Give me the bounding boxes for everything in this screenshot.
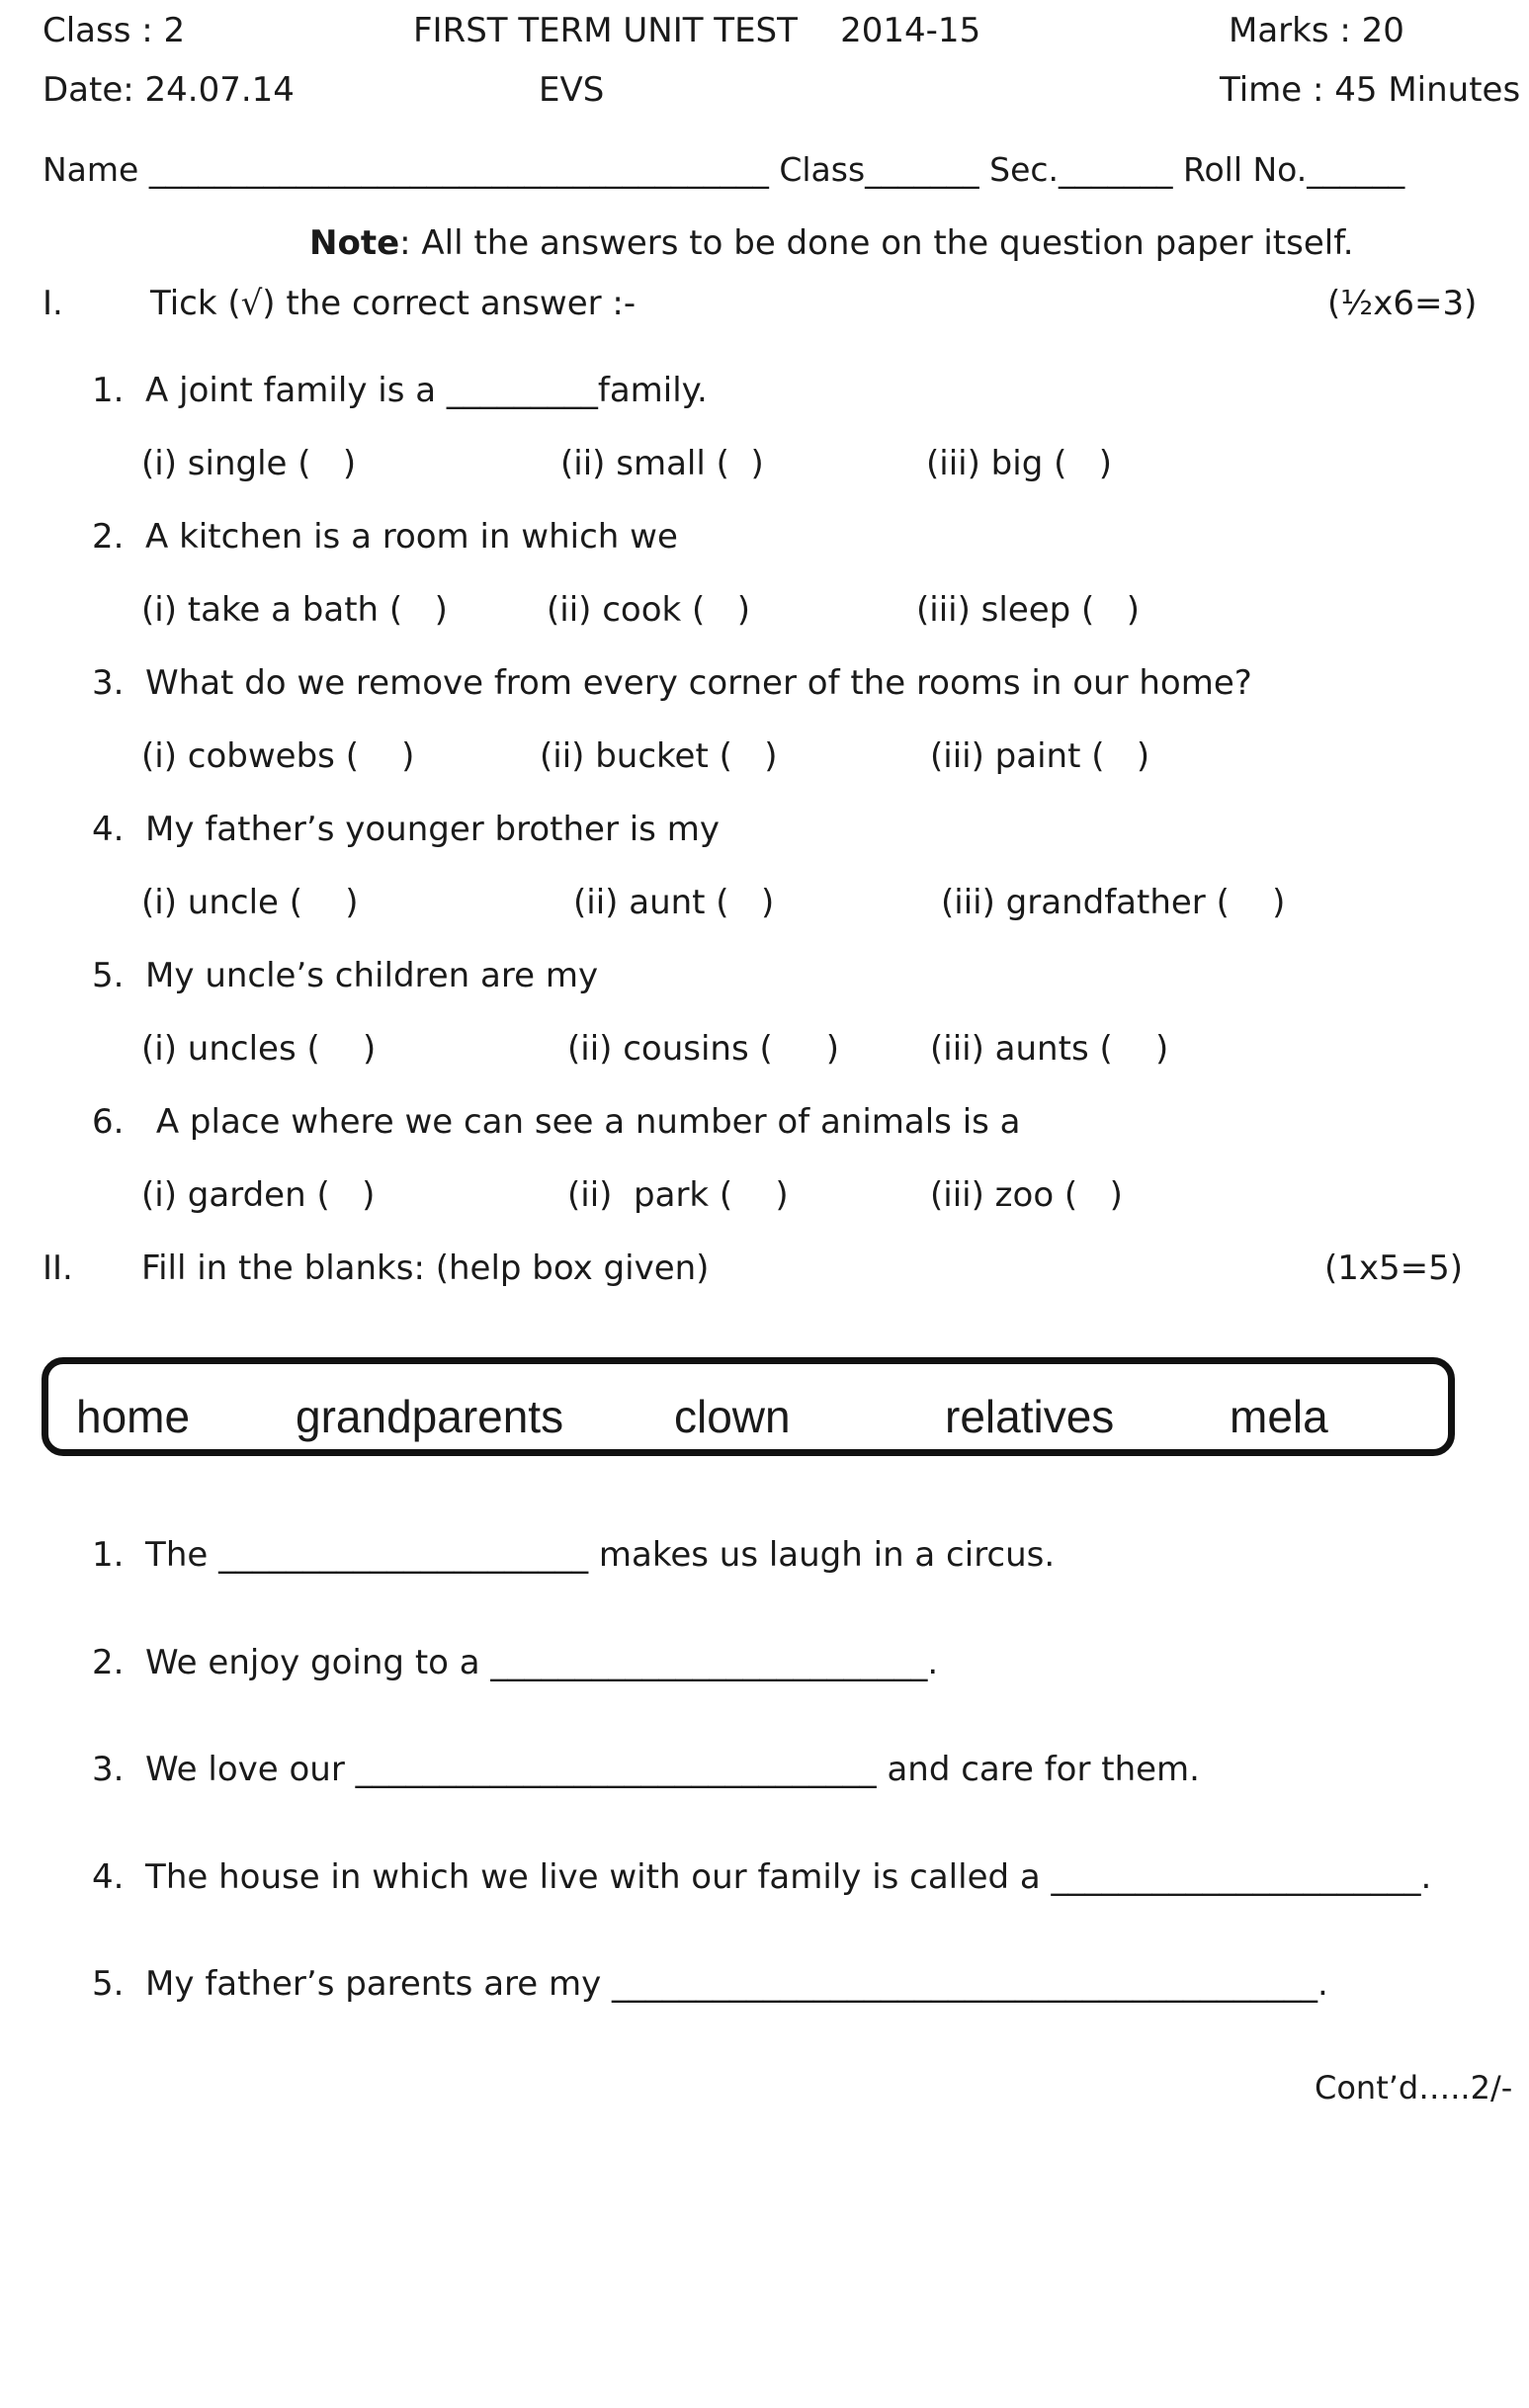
- q6-option-1[interactable]: (i) garden ( ): [141, 1175, 376, 1215]
- blank-question-4[interactable]: 4. The house in which we live with our family is called a ______________________.: [92, 1857, 1432, 1897]
- q6-option-3[interactable]: (iii) zoo ( ): [930, 1175, 1123, 1215]
- blank-question-1[interactable]: 1. The ______________________ makes us laugh in a circus.: [92, 1535, 1056, 1575]
- section1-number: I.: [42, 284, 63, 323]
- note-text: : All the answers to be done on the question paper itself.: [399, 223, 1354, 263]
- question-2: 2. A kitchen is a room in which we: [92, 517, 678, 557]
- q1-option-1[interactable]: (i) single ( ): [141, 444, 357, 483]
- question-4: 4. My father’s younger brother is my: [92, 810, 720, 849]
- note-label: Note: [309, 223, 400, 263]
- blank-question-5[interactable]: 5. My father’s parents are my __________________________________________.: [92, 1964, 1328, 2004]
- help-box: [42, 1357, 1455, 1456]
- q1-option-2[interactable]: (ii) small ( ): [560, 444, 764, 483]
- q2-option-3[interactable]: (iii) sleep ( ): [916, 590, 1141, 630]
- section1-marks: (½x6=3): [1327, 284, 1478, 323]
- q5-option-2[interactable]: (ii) cousins ( ): [567, 1029, 840, 1069]
- help-word-clown: clown: [674, 1391, 791, 1442]
- blank-question-2[interactable]: 2. We enjoy going to a __________________________.: [92, 1643, 939, 1682]
- date-label: Date: 24.07.14: [42, 70, 295, 110]
- section2-number: II.: [42, 1248, 73, 1288]
- subject-label: EVS: [539, 70, 605, 110]
- test-title: FIRST TERM UNIT TEST 2014-15: [413, 11, 981, 50]
- question-5: 5. My uncle’s children are my: [92, 956, 599, 995]
- q2-option-1[interactable]: (i) take a bath ( ): [141, 590, 448, 630]
- help-word-grandparents: grandparents: [296, 1391, 564, 1442]
- q5-option-3[interactable]: (iii) aunts ( ): [930, 1029, 1169, 1069]
- q4-option-2[interactable]: (ii) aunt ( ): [573, 883, 775, 922]
- continued-note: Cont’d…..2/-: [1315, 2069, 1513, 2107]
- help-word-mela: mela: [1230, 1391, 1328, 1442]
- question-3: 3. What do we remove from every corner of the rooms in our home?: [92, 663, 1252, 703]
- section2-instruction: Fill in the blanks: (help box given): [141, 1248, 710, 1288]
- q2-option-2[interactable]: (ii) cook ( ): [547, 590, 750, 630]
- section1-instruction: Tick (√) the correct answer :-: [150, 284, 637, 323]
- marks-label: Marks : 20: [1229, 11, 1404, 50]
- blank-question-3[interactable]: 3. We love our _______________________________ and care for them.: [92, 1750, 1200, 1789]
- name-class-roll-line: Name ______________________________________ Class_______ Sec._______ Roll No.______: [42, 150, 1405, 189]
- time-label: Time : 45 Minutes: [1220, 70, 1521, 110]
- q4-option-1[interactable]: (i) uncle ( ): [141, 883, 359, 922]
- question-1: 1. A joint family is a _________family.: [92, 371, 708, 410]
- q6-option-2[interactable]: (ii) park ( ): [567, 1175, 789, 1215]
- q3-option-3[interactable]: (iii) paint ( ): [930, 736, 1150, 776]
- help-word-relatives: relatives: [945, 1391, 1115, 1442]
- q3-option-2[interactable]: (ii) bucket ( ): [540, 736, 778, 776]
- q1-option-3[interactable]: (iii) big ( ): [926, 444, 1113, 483]
- q4-option-3[interactable]: (iii) grandfather ( ): [941, 883, 1286, 922]
- question-6: 6. A place where we can see a number of animals is a: [92, 1102, 1021, 1142]
- help-word-home: home: [76, 1391, 191, 1442]
- q3-option-1[interactable]: (i) cobwebs ( ): [141, 736, 415, 776]
- section2-marks: (1x5=5): [1324, 1248, 1464, 1288]
- note-line: [309, 223, 1354, 263]
- class-label: Class : 2: [42, 11, 186, 50]
- q5-option-1[interactable]: (i) uncles ( ): [141, 1029, 377, 1069]
